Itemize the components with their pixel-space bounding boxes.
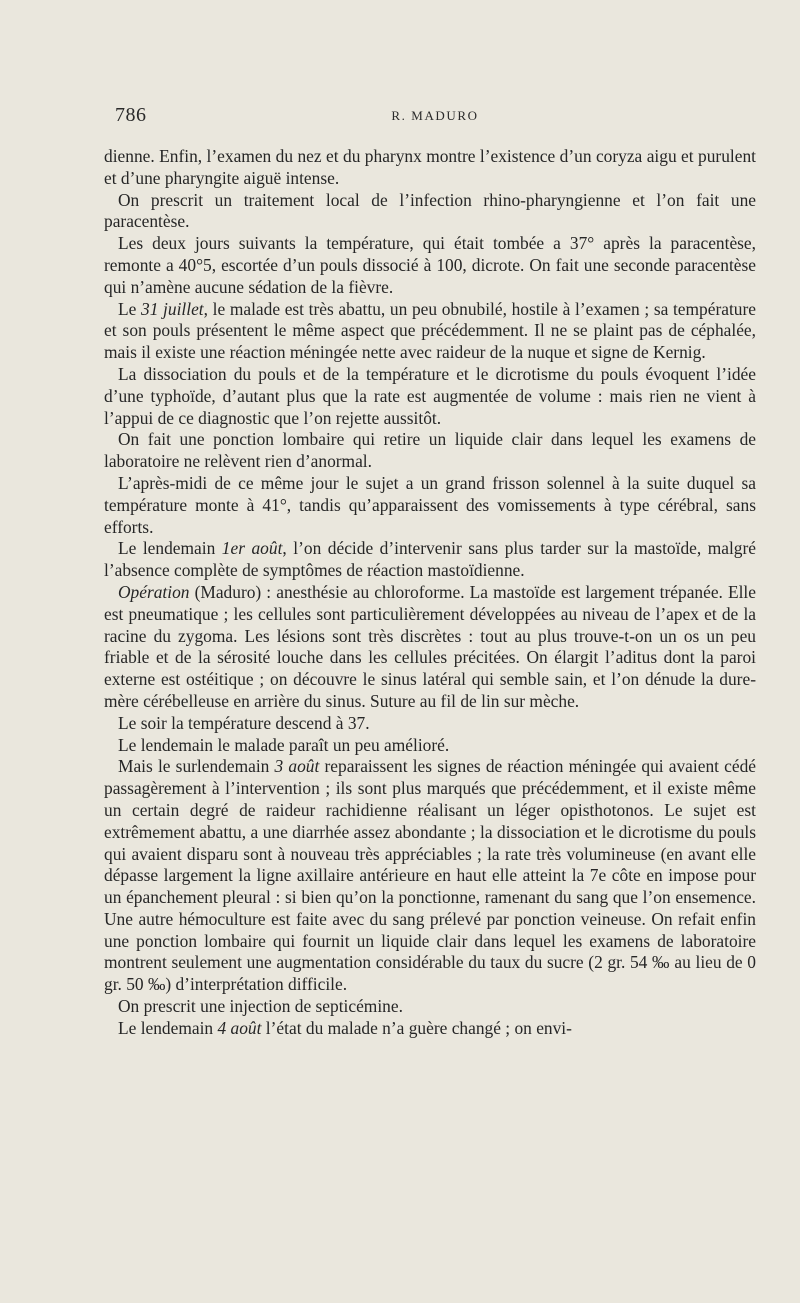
text-run: On prescrit une injection de septicémine. — [118, 996, 403, 1017]
italic-text: 4 août — [217, 1017, 262, 1038]
paragraph — [104, 233, 756, 298]
page-number: 786 — [115, 104, 147, 126]
text-run: reparaissent les signes de réaction méningée qui avaient cédé passagèrement à l’intervention ; ils sont plus marqués que précédemment, et il existe même un certain degré de raideur rachidienne réalisant un léger opisthotonos. Le sujet est extrêmement abattu, a une diarrhée assez abondante ; la dissociation et le dicrotisme du pouls qui avaient disparu sont à nouveau très appréciables ; la rate très volumineuse (en avant elle dépasse largement la ligne axillaire antérieure en haut elle atteint la 7e côte en impose pour un épanchement pleural : si bien qu’on la ponctionne, ramenant du sang que l’on ensemence. Une autre hémoculture est faite avec du sang prélevé par ponction veineuse. On refait enfin une ponction lombaire qui fournit un liquide clair dans lequel les examens de laboratoire montrent seulement une augmentation considérable du taux du sucre (2 gr. 54 ‰ au lieu de 0 gr. 50 ‰) d’interprétation difficile. — [104, 756, 756, 995]
paragraph — [104, 364, 756, 429]
text-run: l’état du malade n’a guère changé ; on envi- — [261, 1017, 572, 1038]
running-head: R. MADURO — [391, 108, 479, 123]
page-header — [115, 104, 755, 130]
text-run: Les deux jours suivants la température, qui était tombée a 37° après la paracentèse, remonte a 40°5, escortée d’un pouls dissocié à 100, dicrote. On fait une seconde paracentèse qui n’amène aucune sédation de la fièvre. — [104, 233, 756, 297]
text-run: La dissociation du pouls et de la température et le dicrotisme du pouls évoquent l’idée d’une typhoïde, d’autant plus que la rate est augmentée de volume : mais rien ne vient à l’appui de ce diagnostic que l’on rejette aussitôt. — [104, 363, 756, 428]
paragraph — [104, 299, 756, 364]
text-run: On prescrit un traitement local de l’infection rhino-pharyngienne et l’on fait une paracentèse. — [104, 189, 756, 232]
paragraph — [104, 996, 756, 1018]
paragraph — [104, 473, 756, 538]
italic-text: 31 juillet — [141, 298, 204, 319]
italic-text: Opération — [118, 581, 190, 602]
text-run: dienne. Enfin, l’examen du nez et du pharynx montre l’existence d’un coryza aigu et purulent et d’une pharyngite aiguë intense. — [104, 146, 756, 188]
text-run: Le lendemain — [118, 1017, 218, 1038]
italic-text: 1er août — [221, 538, 283, 559]
text-run: On fait une ponction lombaire qui retire un liquide clair dans lequel les examens de laboratoire ne relèvent rien d’anormal. — [104, 429, 756, 472]
paragraph — [104, 756, 756, 996]
paragraph — [104, 582, 756, 713]
paragraph — [104, 146, 756, 190]
paragraph — [104, 538, 756, 582]
text-run: Le soir la température descend à 37. — [118, 712, 370, 733]
text-run: L’après-midi de ce même jour le sujet a un grand frisson solennel à la suite duquel sa température monte à 41°, tandis qu’apparaissent des vomissements à type cérébral, sans efforts. — [104, 472, 756, 537]
paragraph — [104, 735, 756, 757]
body-text — [104, 146, 756, 1040]
text-run: Le lendemain — [118, 538, 222, 559]
paragraph — [104, 190, 756, 234]
text-run: Le lendemain le malade paraît un peu amélioré. — [118, 734, 450, 755]
paragraph — [104, 1018, 756, 1040]
text-run: , l’on décide d’intervenir sans plus tarder sur la mastoïde, malgré l’absence complète de symptômes de réaction mastoïdienne. — [104, 538, 756, 581]
paragraph — [104, 713, 756, 735]
italic-text: 3 août — [274, 756, 320, 777]
text-run: (Maduro) : anesthésie au chloroforme. La mastoïde est largement trépanée. Elle est pneumatique ; les cellules sont particulièrement développées au niveau de l’apex et de la racine du zygoma. Les lésions sont très discrètes : tout au plus trouve-t-on un os un peu friable et de la sérosité louche dans les cellules précitées. On élargit l’aditus dont la paroi externe est ostéitique ; on découvre le sinus latéral qui semble sain, et l’on dénude la dure-mère cérébelleuse en arrière du sinus. Suture au fil de lin sur mèche. — [104, 581, 756, 711]
paragraph — [104, 429, 756, 473]
text-run: Le — [118, 298, 141, 319]
text-run: , le malade est très abattu, un peu obnubilé, hostile à l’examen ; sa température et son pouls présentent le même aspect que précédemment. Il ne se plaint pas de céphalée, mais il existe une réaction méningée nette avec raideur de la nuque et signe de Kernig. — [104, 298, 756, 363]
text-run: Mais le surlendemain — [118, 756, 275, 777]
